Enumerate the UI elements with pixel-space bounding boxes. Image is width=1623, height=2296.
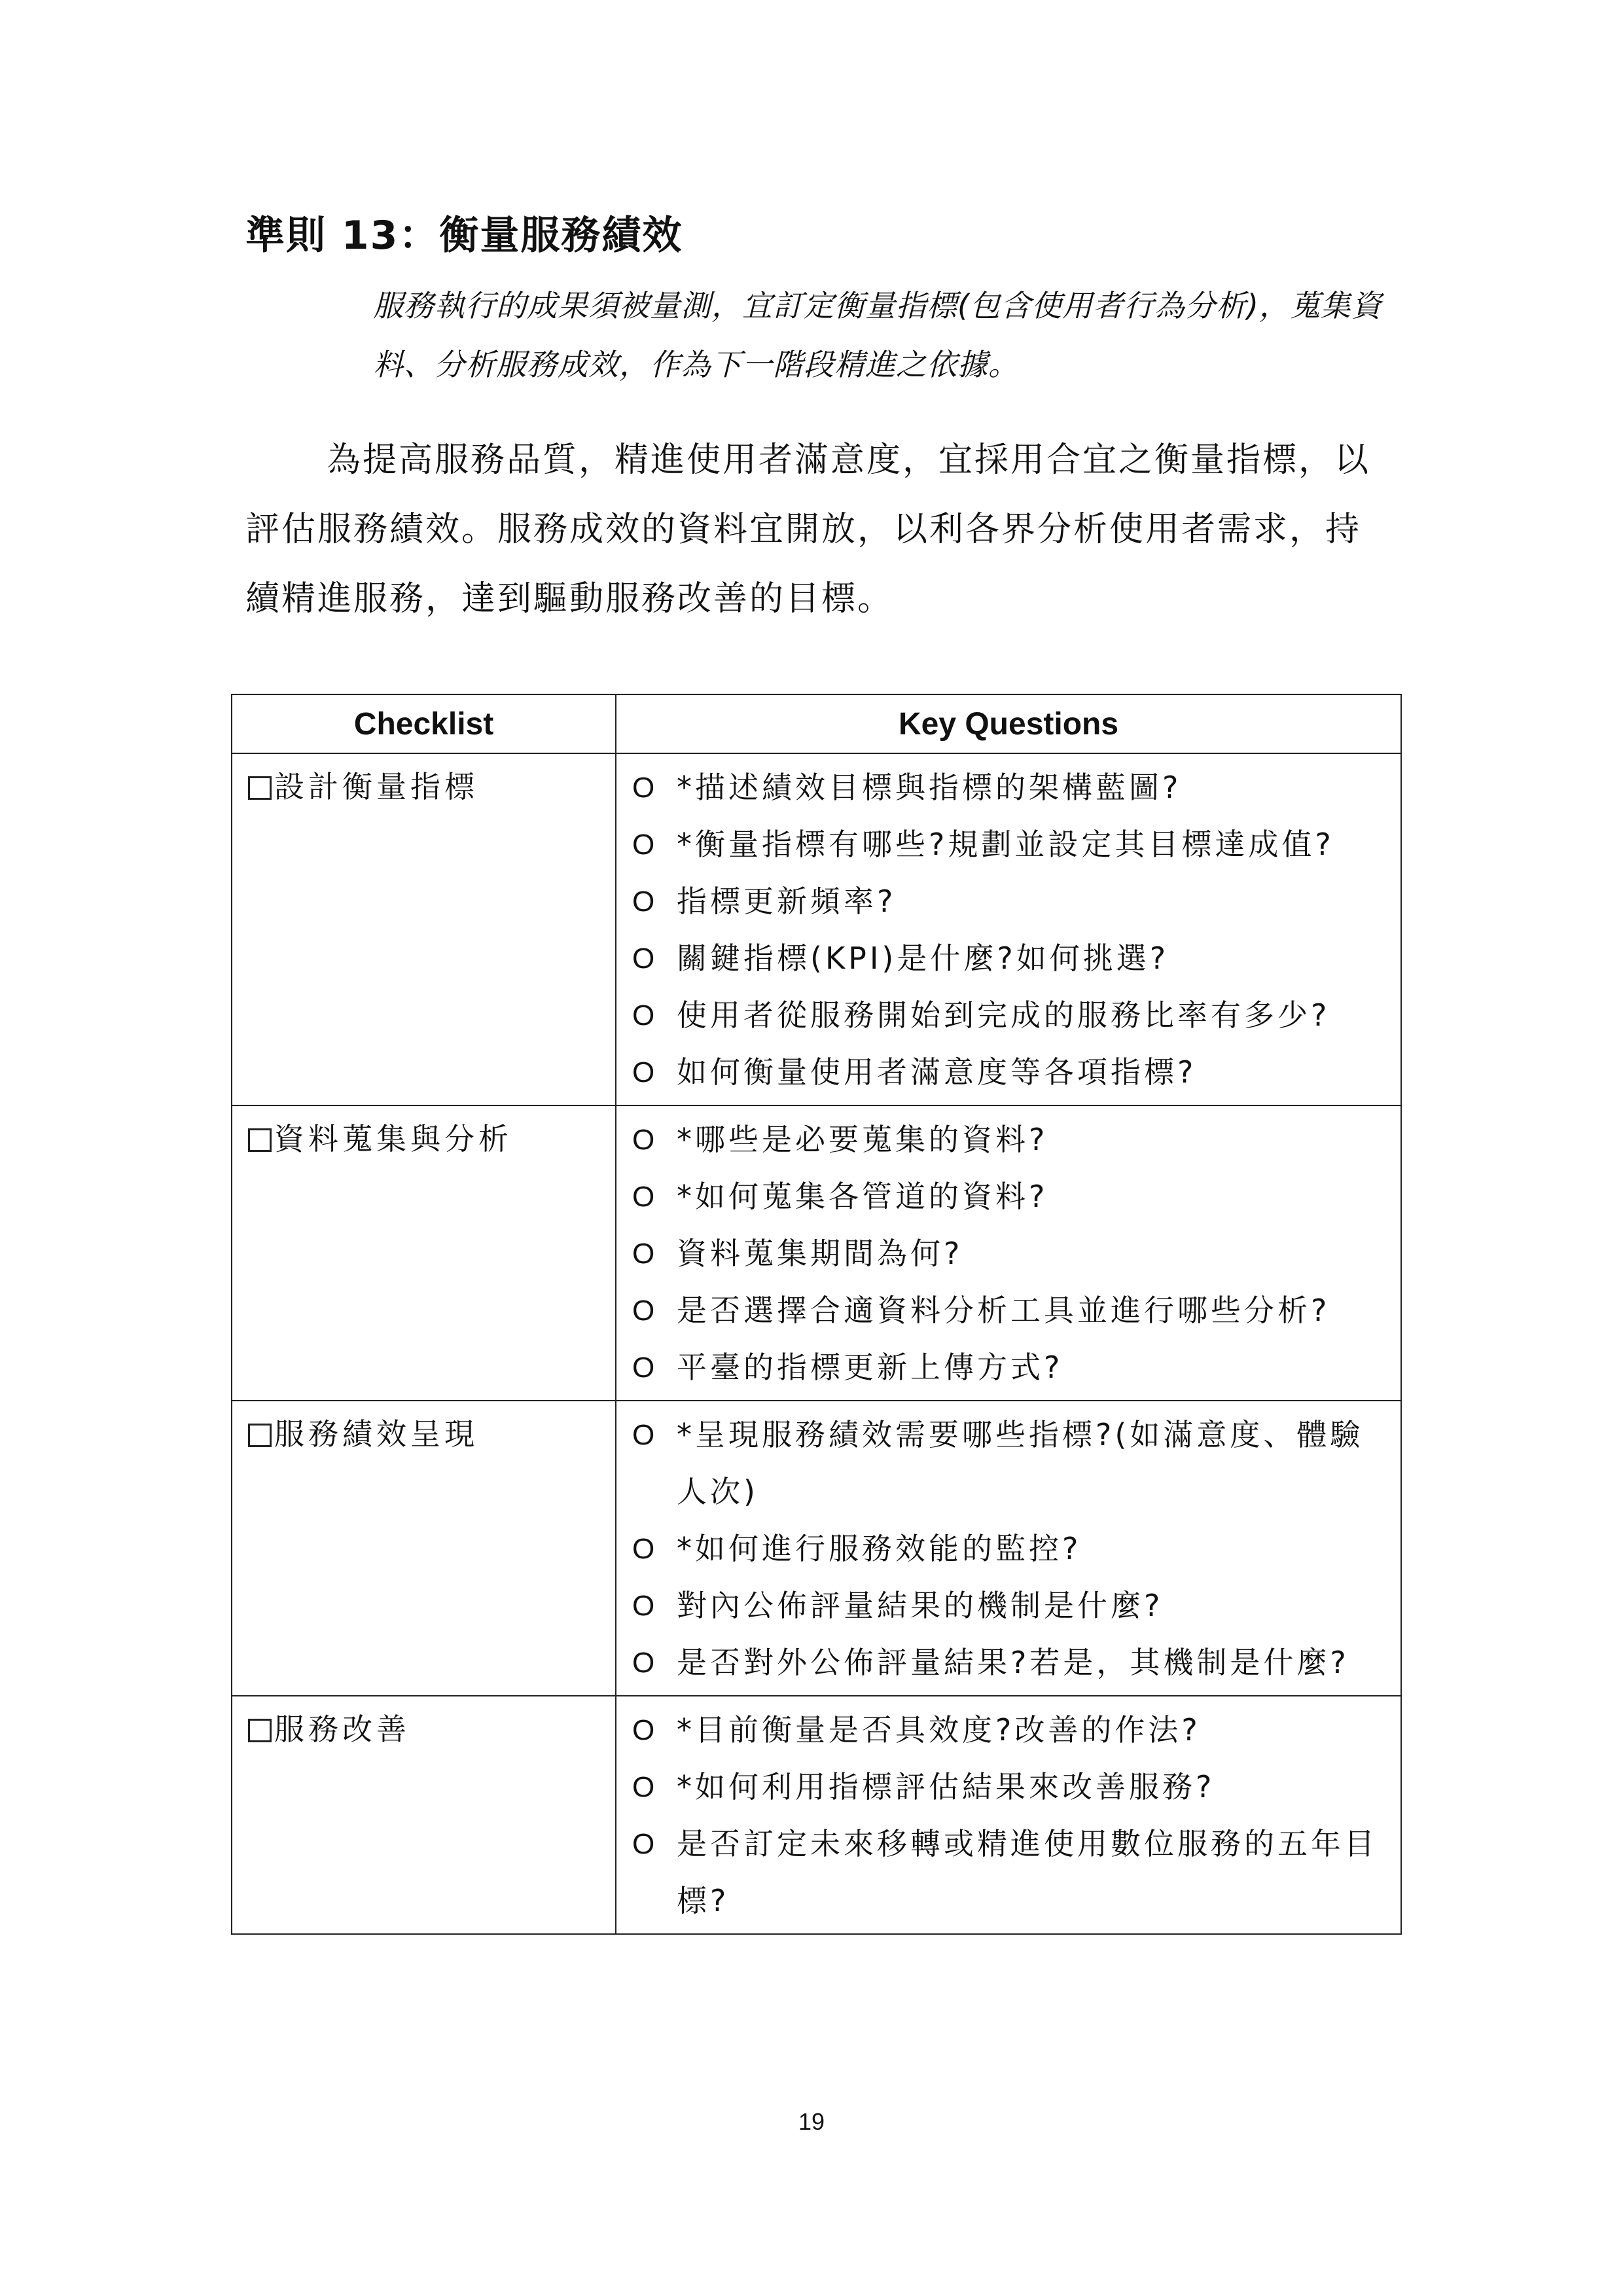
key-question [616, 1282, 1393, 1339]
circle-bullet-icon: O [632, 942, 655, 975]
checklist-item-label: 服務改善 [274, 1712, 410, 1747]
key-question-text: 資料蒐集期間為何? [677, 1236, 963, 1271]
key-question [616, 1168, 1393, 1225]
key-question [616, 1225, 1393, 1282]
page-number: 19 [798, 2108, 825, 2135]
key-question-text: *如何利用指標評估結果來改善服務? [677, 1769, 1215, 1804]
key-question-text: 是否訂定未來移轉或精進使用數位服務的五年目標? [677, 1826, 1378, 1918]
key-question [616, 1339, 1393, 1396]
key-question [616, 1634, 1393, 1691]
checklist-item [232, 1105, 616, 1401]
key-question-text: 指標更新頻率? [677, 884, 897, 919]
key-question [616, 1702, 1393, 1759]
circle-bullet-icon: O [632, 772, 655, 804]
checklist-item [232, 1401, 616, 1696]
key-question-text: 是否對外公佈評量結果?若是，其機制是什麼? [677, 1645, 1349, 1680]
checklist-item-label: 資料蒐集與分析 [274, 1121, 512, 1157]
circle-bullet-icon: O [632, 1828, 655, 1860]
circle-bullet-icon: O [632, 1771, 655, 1803]
circle-bullet-icon: O [632, 1056, 655, 1088]
key-question-text: 使用者從服務開始到完成的服務比率有多少? [677, 997, 1330, 1033]
key-question [616, 930, 1393, 987]
guideline-summary: 服務執行的成果須被量測，宜訂定衡量指標(包含使用者行為分析)，蒐集資料、分析服務成效，作為下一階段精進之依據。 [373, 288, 1382, 382]
circle-bullet-icon: O [632, 1419, 655, 1451]
circle-bullet-icon: O [632, 1124, 655, 1156]
checklist-item-label: 設計衡量指標 [274, 769, 478, 804]
checklist-table [231, 694, 1402, 1935]
key-question-text: *呈現服務績效需要哪些指標?(如滿意度、體驗人次) [677, 1417, 1364, 1509]
checkbox-icon[interactable] [248, 1424, 272, 1447]
key-question-text: 平臺的指標更新上傳方式? [677, 1350, 1063, 1385]
key-question [616, 1111, 1393, 1168]
key-question-text: *如何進行服務效能的監控? [677, 1531, 1082, 1566]
circle-bullet-icon: O [632, 1238, 655, 1270]
circle-bullet-icon: O [632, 1647, 655, 1679]
key-question [616, 759, 1393, 816]
key-questions-cell [616, 1105, 1401, 1401]
key-question-text: 如何衡量使用者滿意度等各項指標? [677, 1054, 1197, 1090]
table-row [232, 1401, 1401, 1696]
key-question [616, 873, 1393, 930]
key-questions-cell [616, 753, 1401, 1105]
key-question-text: *哪些是必要蒐集的資料? [677, 1122, 1048, 1157]
key-question-text: *如何蒐集各管道的資料? [677, 1179, 1048, 1214]
circle-bullet-icon: O [632, 1533, 655, 1565]
checklist-body [232, 753, 1401, 1934]
guideline-heading: 準則 13：衡量服務績效 [245, 213, 683, 259]
checkbox-icon[interactable] [248, 776, 272, 800]
key-question [616, 1816, 1393, 1929]
key-questions-cell [616, 1401, 1401, 1696]
circle-bullet-icon: O [632, 1295, 655, 1327]
key-question [616, 1407, 1393, 1520]
checkbox-icon[interactable] [248, 1719, 272, 1742]
key-question-text: 是否選擇合適資料分析工具並進行哪些分析? [677, 1293, 1330, 1328]
circle-bullet-icon: O [632, 886, 655, 918]
checklist-item [232, 1696, 616, 1934]
table-header-row [232, 694, 1401, 753]
table-row [232, 1696, 1401, 1934]
table-row [232, 1105, 1401, 1401]
header-key-questions: Key Questions [616, 694, 1401, 753]
key-question-text: *衡量指標有哪些?規劃並設定其目標達成值? [677, 827, 1334, 862]
circle-bullet-icon: O [632, 999, 655, 1031]
circle-bullet-icon: O [632, 1714, 655, 1746]
key-question [616, 1759, 1393, 1816]
key-question [616, 1044, 1393, 1101]
header-checklist: Checklist [232, 694, 616, 753]
circle-bullet-icon: O [632, 1590, 655, 1622]
key-question [616, 1577, 1393, 1634]
key-question-text: 關鍵指標(KPI)是什麼?如何挑選? [677, 941, 1169, 976]
key-question-text: 對內公佈評量結果的機制是什麼? [677, 1588, 1164, 1623]
body-paragraph: 為提高服務品質，精進使用者滿意度，宜採用合宜之衡量指標，以評估服務績效。服務成效的資料宜開放，以利各界分析使用者需求，持續精進服務，達到驅動服務改善的目標。 [245, 440, 1371, 619]
checkbox-icon[interactable] [248, 1128, 272, 1152]
key-question [616, 1520, 1393, 1577]
key-question [616, 816, 1393, 873]
key-questions-cell [616, 1696, 1401, 1934]
circle-bullet-icon: O [632, 1352, 655, 1384]
checklist-item-label: 服務績效呈現 [274, 1416, 478, 1452]
key-question [616, 987, 1393, 1044]
circle-bullet-icon: O [632, 1181, 655, 1213]
key-question-text: *描述績效目標與指標的架構藍圖? [677, 770, 1182, 805]
table-row [232, 753, 1401, 1105]
key-question-text: *目前衡量是否具效度?改善的作法? [677, 1712, 1201, 1748]
circle-bullet-icon: O [632, 829, 655, 861]
checklist-item [232, 753, 616, 1105]
